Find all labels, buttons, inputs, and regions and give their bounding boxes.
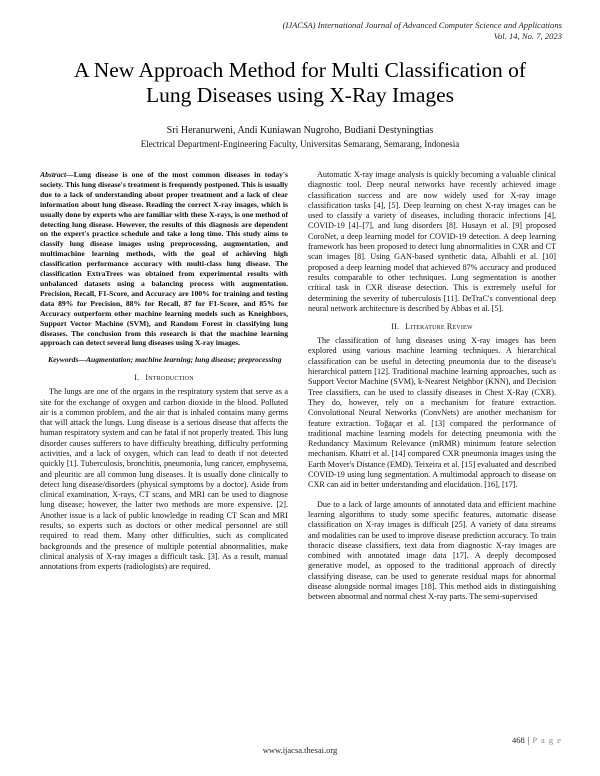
abstract-label: Abstract xyxy=(40,170,67,179)
section-title: Introduction xyxy=(145,373,194,383)
keywords xyxy=(40,355,288,365)
page-number xyxy=(512,735,562,745)
paper-title-line-1: A New Approach Method for Multi Classification of xyxy=(73,58,527,82)
journal-website: www.ijacsa.thesai.org xyxy=(262,745,338,755)
paper-title-line-2: Lung Diseases using X-Ray Images xyxy=(145,83,455,107)
abstract xyxy=(40,170,288,348)
author-affiliation: Electrical Department-Engineering Faculty, Universitas Semarang, Semarang, Indonesia xyxy=(140,139,460,149)
body-paragraph: Automatic X-ray image analysis is quickly becoming a valuable clinical diagnostic tool. Deep neural networks have recently achieved image classification success and are now widely used for X-ray image classification tasks [4], [5]. Deep learning on chest X-ray images can be used to classify a variety of diseases, including thoracic infections [4], COVID-19 [4]–[7], and lung disorders [8]. Husayn et al. [9] proposed CoroNet, a deep learning model for COVID-19 detection. A deep learning framework has been proposed to detect lung abnormalities in CXR and CT scan images [8]. Using GAN-based synthetic data, Albahli et al. [10] proposed a deep learning model that achieved 87% accuracy and produced results comparable to other techniques. Lung segmentation is another critical task in CXR disease detection. This is extremely useful for determining the severity of tuberculosis [11]. DeTraC's conventional deep neural network architecture is described by Abbas et al. [5]. xyxy=(308,170,556,313)
section-title: Literature Review xyxy=(405,322,473,332)
paper-title xyxy=(40,58,560,108)
left-column xyxy=(40,170,288,573)
journal-name: (IJACSA) International Journal of Advanced Computer Science and Applications xyxy=(282,20,562,30)
section-number: I. xyxy=(134,373,140,383)
literature-paragraph-2: Due to a lack of large amounts of annotated data and efficient machine learning algorithms to study some specific features, automatic disease classification on X-ray images is difficult [25]. A variety of data streams and modalities can be used to improve disease prediction accuracy. To train thoracic disease classifiers, text data from diagnostic X-ray images are combined with annotated image data [17]. A deeply decomposed generative model, as opposed to the traditional approach of directly classifying disease, can be used to generate residual maps for abnormal disease alongside normal images [18]. This method aids in distinguishing between abnormal and normal chest X-ray parts. The semi-supervised xyxy=(308,499,556,602)
section-heading-introduction xyxy=(40,373,288,383)
section-heading-literature-review xyxy=(308,322,556,332)
author-list: Sri Heranurweni, Andi Kuniawan Nugroho, Budiani Destyningtias xyxy=(166,125,434,136)
journal-volume: Vol. 14, No. 7, 2023 xyxy=(493,30,562,41)
page-word: P a g e xyxy=(532,735,562,745)
keywords-text: —Augmentation; machine learning; lung disease; preprocessing xyxy=(78,355,282,365)
keywords-label: Keywords xyxy=(48,355,79,365)
introduction-paragraph: The lungs are one of the organs in the respiratory system that serve as a site for the exchange of oxygen and carbon dioxide in the blood. Polluted air is a common problem, and the air that is inhaled contains many germs that will attack the lungs. Lung disease is a serious disease that affects the human respiratory system and can be fatal if not properly treated. This lung disorder causes sufferers to have difficulty breathing, difficulty performing activities, and a lack of oxygen, which can lead to death if not detected quickly [1]. Tuberculosis, bronchitis, pneumonia, lung cancer, emphysema, and pleuritic are all common lung diseases. It is usually done clinically to detect lung disease/disorders (physical symptoms by a doctor). Aside from clinical examination, X-rays, CT scans, and MRI can be used to diagnose lung disease; however, the latter two methods are more expensive. [2]. Another issue is a lack of public knowledge in reading CT Scan and MRI results, so experts such as doctors or other medical personnel are still required to read them. Many other difficulties, such as complicated backgrounds and the presence of multiple potential abnormalities, make clinical analysis of X-ray images a difficult task. [3]. As a result, manual annotations from experts (radiologists) are required. xyxy=(40,387,288,572)
page-separator: | xyxy=(527,735,530,745)
journal-header xyxy=(283,20,562,42)
right-column xyxy=(308,170,556,603)
abstract-text: —Lung disease is one of the most common diseases in today's society. This lung disease's treatment is frequently postponed. This is usually due to a lack of understanding about proper treatment and a lack of clear information about lung disease. Reading the correct X-ray images, which is usually done by experts who are familiar with these X-rays, is one method of detecting lung disease. However, the results of this diagnosis are dependent on the expert's practice schedule and take a long time. This study aims to classify lung disease images using preprocessing, augmentation, and multimachine learning methods, with the goal of achieving high classification performance accuracy with multi-class lung disease. The classification ExtraTrees was obtained from experimental results with unbalanced datasets using a balancing process with augmentation. Precision, Recall, F1-Score, and Accuracy are 100% for training and testing data 89% for Precision, 88% for Recall, 87 for F1-Score, and 85% for Accuracy outperform other machine learning models such as Kneighbors, Support Vector Machine (SVM), and Random Forest in classifying lung diseases. The conclusion from this research is that the machine learning approach can detect several lung diseases using X-ray images. xyxy=(40,170,288,348)
page-number-value: 468 xyxy=(511,735,525,745)
literature-paragraph-1: The classification of lung diseases using X-ray images has been explored using various machine learning techniques. A hierarchical classification can be useful in detecting pneumonia due to the disease's hierarchical pattern [12]. Traditional machine learning approaches, such as Support Vector Machine (SVM), k-Nearest Neighbor (KNN), and Decision Tree classifiers, can be used to classify diseases in Chest X-Ray (CXR). They do, however, rely on a mechanism for feature extraction. Convolutional Neural Networks (ConvNets) are another mechanism for feature extraction. Toğaçar et al. [13] compared the performance of traditional machine learning models for detecting pneumonia with the Redundancy Maximum Relevance (mRMR) minimum feature selection mechanism. Khatri et al. [14] compared CXR pneumonia images using the Earth Mover's Distance (EMD). Teixeira et al. [15] evaluated and described COVID-19 using lung segmentation. A multimodal approach to disease on CXR can aid in better understanding and elucidation. [16], [17]. xyxy=(308,336,556,490)
section-number: II. xyxy=(391,322,400,332)
